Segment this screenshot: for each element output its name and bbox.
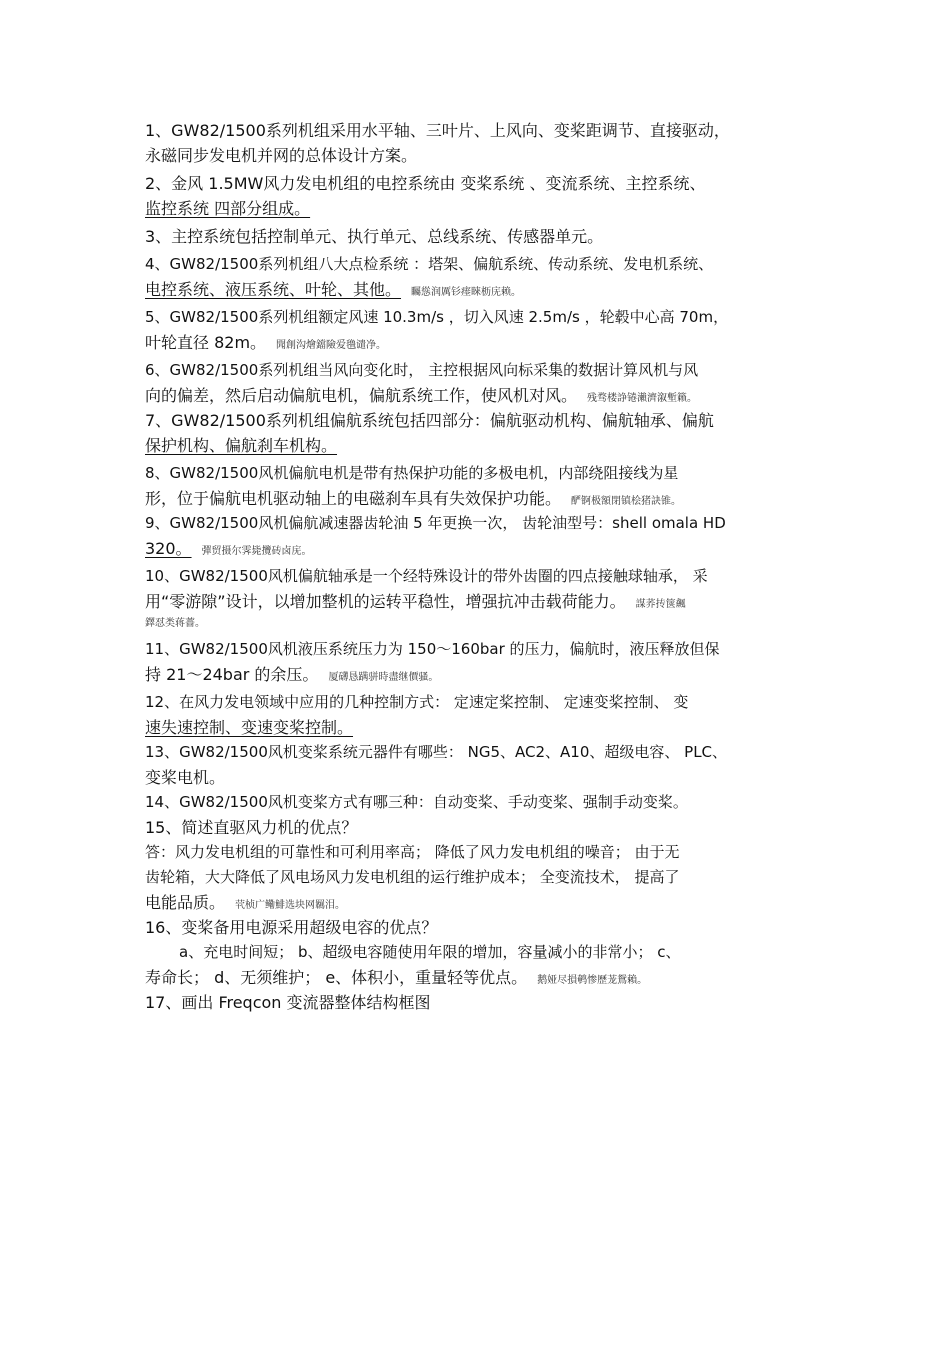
text-span: 电控系统、液压系统、叶轮、其他。 [145, 280, 402, 299]
text-line: 15、简述直驱风力机的优点？ [145, 818, 358, 837]
garbled-note: 厦礴恳蹒骈時盡继價骚。 [328, 672, 439, 683]
text-line: 6、GW82/1500系列机组当风向变化时， 主控根据风向标采集的数据计算风机与风 [145, 361, 699, 379]
text-line [145, 890, 813, 915]
garbled-note: 謀荞抟箧飆 [635, 599, 686, 610]
text-line [145, 486, 813, 511]
garbled-note: 鹅娅尽損鹌惨歷茏鴛賴。 [537, 975, 648, 986]
text-span: 电能品质。 [145, 893, 226, 912]
text-line: 10、GW82/1500风机偏航轴承是一个经特殊设计的带外齿圈的四点接触球轴承， 采 [145, 567, 708, 585]
text-line: 2、金风 1.5MW风力发电机组的电控系统由 变桨系统 、变流系统、主控系统、 [145, 174, 706, 193]
garbled-note: 残骛楼諍锩瀨濟溆塹籟。 [587, 393, 698, 404]
text-line: 16、变桨备用电源采用超级电容的优点？ [145, 918, 438, 937]
text-span: 320。 [145, 539, 192, 558]
text-line: 5、GW82/1500系列机组额定风速 10.3m/s ，切入风速 2.5m/s ，轮毂中心高 70m， [145, 308, 729, 326]
text-line: 7、GW82/1500系列机组偏航系统包括四部分：偏航驱动机构、偏航轴承、偏航 [145, 411, 714, 430]
text-line: 永磁同步发电机并网的总体设计方案。 [145, 146, 418, 165]
text-line [145, 383, 813, 408]
text-line [145, 330, 813, 355]
text-line: 9、GW82/1500风机偏航减速器齿轮油 5 年更换一次， 齿轮油型号：shell omala HD [145, 514, 726, 532]
text-line [145, 589, 813, 614]
text-line: 齿轮箱，大大降低了风电场风力发电机组的运行维护成本； 全变流技术， 提高了 [145, 868, 680, 886]
text-line: 11、GW82/1500风机液压系统压力为 150～160bar 的压力，偏航时，液压释放但保 [145, 640, 720, 658]
text-line: 3、主控系统包括控制单元、执行单元、总线系统、传感器单元。 [145, 227, 604, 246]
text-line: 保护机构、偏航刹车机构。 [145, 436, 338, 455]
garbled-note: 茕桢广鳓鯡选块网羈泪。 [235, 900, 346, 911]
text-line: 8、GW82/1500风机偏航电机是带有热保护功能的多极电机，内部绕阻接线为星 [145, 464, 679, 482]
text-span: 向的偏差，然后启动偏航电机，偏航系统工作，使风机对风。 [145, 386, 578, 405]
text-line: 17、画出 Freqcon 变流器整体结构框图 [145, 993, 431, 1012]
garbled-note: 彈贸摄尔霁毙攬砖卤庑。 [201, 546, 312, 557]
document-body [145, 118, 813, 1015]
text-span: 寿命长； d、无须维护； e、体积小，重量轻等优点。 [145, 968, 528, 987]
garbled-note: 鐸怼类蒋薔。 [145, 618, 205, 629]
garbled-note: 酽锕极額閉镇桧猪訣锥。 [571, 496, 682, 507]
text-span: 持 21～24bar 的余压。 [145, 665, 319, 684]
text-line [145, 662, 813, 687]
text-span: 形，位于偏航电机驱动轴上的电磁刹车具有失效保护功能。 [145, 489, 562, 508]
text-line: 14、GW82/1500风机变桨方式有哪三种：自动变桨、手动变桨、强制手动变桨。 [145, 793, 688, 811]
text-line: 4、GW82/1500系列机组八大点检系统 ：塔架、偏航系统、传动系统、发电机系统、 [145, 255, 714, 273]
text-line: 1、GW82/1500系列机组采用水平轴、三叶片、上风向、变桨距调节、直接驱动， [145, 121, 730, 140]
text-line: 12、在风力发电领域中应用的几种控制方式： 定速定桨控制、 定速变桨控制、 变 [145, 693, 689, 711]
garbled-note: 聞創沟燴鐺險爱氇谴净。 [276, 340, 387, 351]
text-span: 叶轮直径 82m。 [145, 333, 267, 352]
text-line: 答：风力发电机组的可靠性和可利用率高； 降低了风力发电机组的噪音； 由于无 [145, 843, 680, 861]
text-line: 监控系统 四部分组成。 [145, 199, 311, 218]
text-line: 13、GW82/1500风机变桨系统元器件有哪些： NG5、AC2、A10、超级电容、 PLC、 [145, 743, 728, 761]
text-line [145, 277, 813, 302]
text-line: 速失速控制、变速变桨控制。 [145, 718, 354, 737]
text-span: 用“零游隙”设计，以增加整机的运转平稳性，增强抗冲击载荷能力。 [145, 592, 626, 611]
text-line: 变桨电机。 [145, 768, 226, 787]
text-line [145, 536, 813, 561]
text-line: a、充电时间短； b、超级电容随使用年限的增加，容量减小的非常小； c、 [179, 943, 681, 961]
garbled-note: 矚慫润厲钐瘗睞枥庑赖。 [411, 287, 522, 298]
text-line [145, 965, 813, 990]
